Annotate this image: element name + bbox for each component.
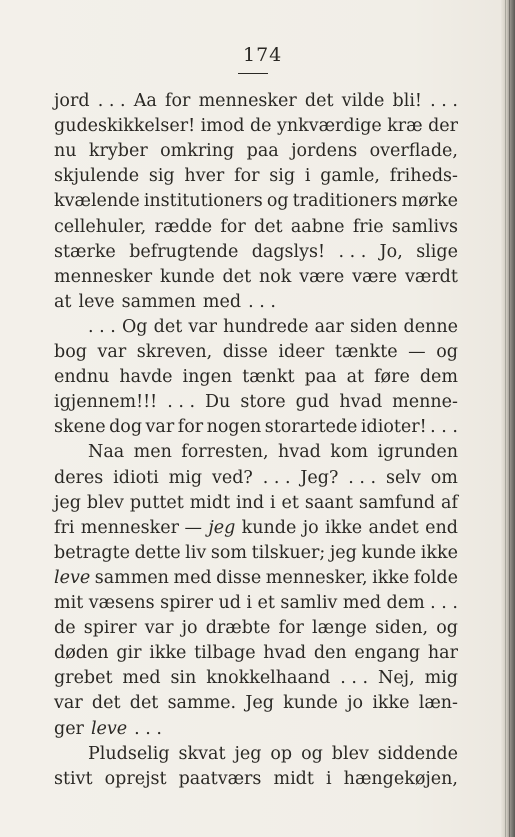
word: bli! [392, 91, 422, 111]
text-line [54, 517, 458, 540]
word: jo [302, 517, 319, 538]
word: af [441, 492, 458, 513]
word: i [304, 166, 311, 187]
word: spirer [83, 618, 137, 639]
word: i [246, 593, 253, 613]
word: var [54, 693, 83, 714]
word: væsens [88, 593, 155, 613]
word: kvælende [54, 191, 140, 212]
word: dog [109, 417, 143, 438]
word: ideer [278, 342, 325, 362]
word: og [436, 618, 458, 639]
word: jeg [234, 743, 262, 764]
word: jeg [54, 492, 81, 513]
word: sammen [121, 291, 196, 312]
word: storartede [264, 417, 358, 438]
text-line [54, 90, 458, 113]
word: det [222, 266, 252, 287]
word: mennesker [54, 266, 153, 287]
word: kunde [361, 542, 417, 563]
word: fri [54, 517, 75, 538]
word: at [54, 291, 72, 312]
word: jord [54, 91, 90, 111]
word: som [210, 542, 247, 563]
word: døden [54, 643, 109, 664]
word: var [145, 417, 175, 438]
word: hvad [263, 643, 307, 664]
word: jeg [329, 542, 357, 563]
word: op [270, 743, 293, 764]
word: det [253, 216, 283, 237]
word: spirer [160, 593, 213, 613]
word: . . . [97, 91, 126, 111]
word: gud [295, 392, 330, 413]
word: mørke [401, 191, 458, 212]
word: oprejst [104, 768, 167, 789]
text-line [54, 667, 458, 690]
word: for [165, 91, 191, 111]
word: længe [312, 618, 367, 639]
word: idioti [113, 467, 159, 488]
word: stærke [54, 241, 116, 262]
word: for [220, 216, 246, 237]
word: dem [386, 593, 425, 613]
word: mit [54, 593, 84, 613]
word: andet [368, 517, 419, 538]
word: . . . [262, 467, 291, 488]
word: sin [170, 668, 197, 689]
word: om [430, 467, 458, 488]
word: et [257, 593, 275, 613]
word: være [299, 266, 345, 287]
word: hvad [339, 392, 383, 413]
word: paatværs [178, 768, 262, 789]
text-line [54, 718, 162, 741]
text-line [54, 115, 458, 138]
word: samliv [280, 593, 338, 613]
word: knokkelhaand [206, 668, 331, 689]
word: og [436, 342, 458, 362]
word: ind [236, 492, 265, 513]
word: kryber [88, 141, 148, 162]
text-line [54, 768, 458, 791]
word: ingen [182, 367, 233, 388]
word: igrunden [377, 442, 458, 463]
word: dem [419, 367, 458, 388]
word: kunde [159, 266, 215, 287]
word: kræ [387, 116, 423, 137]
word: mig [168, 467, 203, 488]
word: aar [314, 316, 344, 337]
word: havde [119, 367, 173, 388]
word: i [325, 768, 332, 789]
word: . . . [348, 467, 377, 488]
word: leve [78, 291, 115, 312]
word: ved? [211, 467, 253, 488]
word: betragte [54, 542, 130, 563]
text-line [54, 266, 458, 289]
text-line [54, 592, 458, 615]
word: sammen [94, 567, 169, 588]
word: de [249, 116, 272, 137]
word: ud [218, 593, 241, 613]
word: det [91, 693, 121, 714]
text-line [88, 316, 458, 339]
word: slige [416, 241, 458, 262]
word: jeg [208, 517, 236, 538]
word: med [122, 668, 161, 689]
word: Nej, [378, 668, 415, 689]
word: denne [403, 316, 458, 337]
word: et [281, 492, 299, 513]
word: for [177, 417, 204, 438]
word: saant [304, 492, 353, 513]
word: rædde [154, 216, 213, 237]
word: paa [246, 141, 279, 162]
word: der [428, 116, 458, 137]
word: sig [269, 166, 296, 187]
word: store [240, 392, 286, 413]
word: med [342, 593, 382, 613]
word: puttet [129, 492, 184, 513]
word: nogen [206, 417, 262, 438]
text-line [88, 441, 458, 464]
word: bog [54, 342, 87, 362]
word: befrugtende [129, 241, 239, 262]
word: Aa [133, 91, 157, 111]
word: Naa [88, 442, 125, 463]
word: gir [116, 643, 142, 664]
word: det [153, 316, 183, 337]
word: endnu [54, 367, 110, 388]
word: . . . [338, 241, 367, 262]
text-line [54, 165, 458, 188]
word: mennesker, [265, 567, 368, 588]
text-line [54, 366, 458, 389]
word: idioter! [360, 417, 427, 438]
page-number: 174 [243, 44, 283, 66]
word: det [129, 693, 159, 714]
word: hvad [278, 442, 321, 463]
word: gudeskikkelser! [54, 116, 196, 137]
word: var [97, 342, 127, 362]
word: omkring [160, 141, 235, 162]
word: tænkte [334, 342, 398, 362]
word: disse [216, 567, 262, 588]
word: ikke [325, 517, 363, 538]
word: ikke [149, 643, 187, 664]
word: siddende [377, 743, 458, 764]
word: midt [273, 768, 314, 789]
word: imod [200, 116, 245, 137]
word: Jeg [245, 693, 274, 714]
word: og [266, 191, 289, 212]
word: engang [354, 643, 421, 664]
word: har [427, 643, 458, 664]
word: midt [189, 492, 231, 513]
text-line [54, 642, 458, 665]
word: Og [121, 316, 148, 337]
text-line [54, 567, 458, 590]
word: cellehuler, [54, 216, 147, 237]
page-edge-shadow [501, 0, 515, 837]
word: . . . [88, 316, 116, 337]
word: . . . [167, 392, 196, 413]
word: liv [185, 542, 207, 563]
word: friheds- [389, 166, 458, 187]
word: frie [352, 216, 384, 237]
word: at [346, 367, 365, 388]
word: Jeg? [300, 467, 339, 488]
word: end [425, 517, 458, 538]
word: blev [86, 492, 124, 513]
page-number-rule [238, 73, 268, 74]
text-line [54, 291, 276, 314]
word: aabne [290, 216, 345, 237]
word: siden, [375, 618, 429, 639]
word: være [352, 266, 398, 287]
word: Jo, [379, 241, 403, 262]
word: dagslys! [251, 241, 326, 262]
word: i [270, 492, 276, 513]
word: nu [54, 141, 77, 162]
word: . . . [430, 417, 458, 438]
word: ikke [420, 542, 458, 563]
word: . . . [430, 593, 458, 613]
word: . . . [430, 91, 458, 111]
word: ikke [372, 693, 410, 714]
word: . . . [340, 668, 369, 689]
word: gamle, [320, 166, 380, 187]
word: jo [181, 618, 198, 639]
word: dræbte [205, 618, 271, 639]
text-line [54, 341, 458, 364]
word: med [173, 567, 212, 588]
word: for [234, 166, 260, 187]
word: hængekøjen, [343, 768, 458, 789]
word: stivt [54, 768, 93, 789]
word: skene [54, 417, 106, 438]
word: tilbage [194, 643, 256, 664]
word: ynkværdige [276, 116, 382, 137]
word: deres [54, 467, 104, 488]
word: Du [205, 392, 231, 413]
word: igjennem!!! [54, 392, 158, 413]
word: var [188, 316, 218, 337]
word: siden [349, 316, 398, 337]
word: ger [54, 718, 84, 739]
text-line [54, 617, 458, 640]
word: føre [374, 367, 410, 388]
text-line [54, 467, 458, 490]
text-line [54, 391, 458, 414]
word: hver [184, 166, 225, 187]
word: for [278, 618, 304, 639]
word: det [304, 91, 334, 111]
text-line [54, 216, 458, 239]
text-line [54, 542, 458, 565]
word: jo [347, 693, 364, 714]
word: mig [424, 668, 458, 689]
text-line [54, 140, 458, 163]
word: folde [413, 567, 458, 588]
word: paa [304, 367, 337, 388]
word: leve [54, 567, 91, 588]
word: vilde [341, 91, 385, 111]
word: kom [330, 442, 369, 463]
text-line [54, 241, 458, 264]
word: blev [331, 743, 369, 764]
word: og [301, 743, 323, 764]
word: Pludselig [88, 743, 170, 764]
word: disse [222, 342, 268, 362]
word: men [133, 442, 172, 463]
word: samme. [167, 693, 237, 714]
word: jordens [291, 141, 358, 162]
word: dette [134, 542, 181, 563]
word: grebet [54, 668, 113, 689]
word: kunde [283, 693, 338, 714]
word: traditioners [292, 191, 398, 212]
word: tilskuer; [251, 542, 326, 563]
word: forresten, [181, 442, 269, 463]
word: sig [148, 166, 175, 187]
word: menne- [392, 392, 458, 413]
word: selv [386, 467, 421, 488]
word: var [144, 618, 174, 639]
word: tænkt [242, 367, 295, 388]
word: leve [90, 718, 128, 739]
word: kunde [241, 517, 297, 538]
word: institutioners [143, 191, 263, 212]
word: samlivs [391, 216, 458, 237]
word: overflade, [369, 141, 458, 162]
word: . . . [248, 291, 276, 312]
word: den [313, 643, 347, 664]
word: værdt [404, 266, 458, 287]
word: mennesker — [80, 517, 202, 538]
text-line [88, 743, 458, 766]
word: skjulende [54, 166, 140, 187]
text-line [54, 692, 458, 715]
text-line [54, 416, 458, 439]
word: . . . [134, 718, 162, 739]
text-line [54, 492, 458, 515]
word: med [202, 291, 242, 312]
word: mennesker [198, 91, 297, 111]
word: læn- [418, 693, 458, 714]
word: de [54, 618, 76, 639]
word: nok [258, 266, 292, 287]
word: ikke [372, 567, 410, 588]
text-line [54, 190, 458, 213]
word: samfund [358, 492, 436, 513]
word: — [408, 342, 426, 362]
word: skvat [178, 743, 226, 764]
word: hundrede [223, 316, 309, 337]
word: skreven, [136, 342, 213, 362]
